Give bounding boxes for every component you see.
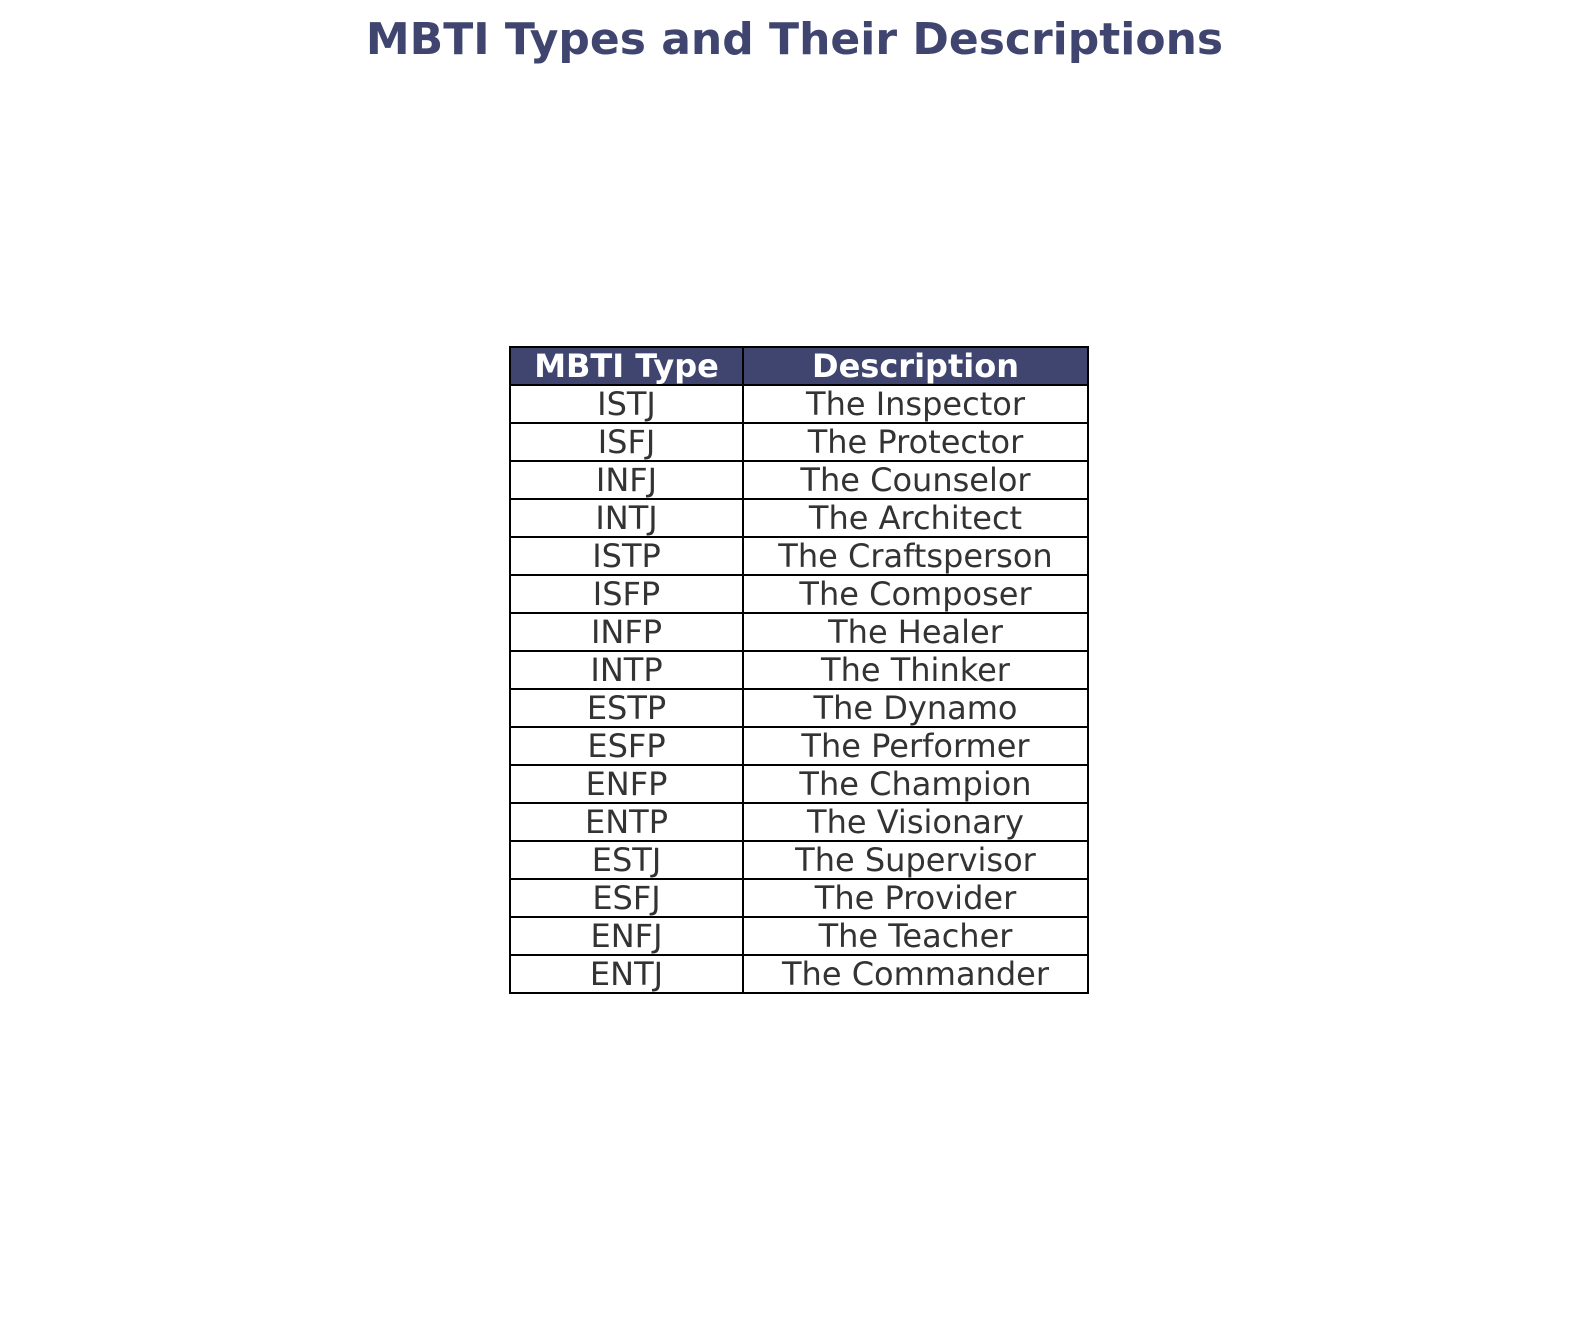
mbti-type-cell: ISTJ <box>510 385 743 423</box>
mbti-type-cell: ESTP <box>510 689 743 727</box>
mbti-type-cell: ISTP <box>510 537 743 575</box>
description-cell: The Performer <box>743 727 1088 765</box>
description-cell: The Dynamo <box>743 689 1088 727</box>
mbti-type-cell: INTJ <box>510 499 743 537</box>
table-row <box>510 613 1088 651</box>
table-row <box>510 689 1088 727</box>
header-cell-description: Description <box>743 347 1088 385</box>
table-body <box>510 385 1088 993</box>
table-row <box>510 727 1088 765</box>
description-cell: The Protector <box>743 423 1088 461</box>
table-row <box>510 955 1088 993</box>
description-cell: The Thinker <box>743 651 1088 689</box>
table-row <box>510 841 1088 879</box>
mbti-type-cell: ISFJ <box>510 423 743 461</box>
table-row <box>510 537 1088 575</box>
table-row <box>510 803 1088 841</box>
description-cell: The Visionary <box>743 803 1088 841</box>
description-cell: The Healer <box>743 613 1088 651</box>
mbti-table <box>509 346 1089 994</box>
description-cell: The Inspector <box>743 385 1088 423</box>
header-cell-mbti-type: MBTI Type <box>510 347 743 385</box>
mbti-type-cell: ENTP <box>510 803 743 841</box>
table-row <box>510 879 1088 917</box>
chart-title: MBTI Types and Their Descriptions <box>365 14 1224 65</box>
description-cell: The Architect <box>743 499 1088 537</box>
description-cell: The Craftsperson <box>743 537 1088 575</box>
mbti-type-cell: ESTJ <box>510 841 743 879</box>
description-cell: The Counselor <box>743 461 1088 499</box>
mbti-type-cell: ENFJ <box>510 917 743 955</box>
description-cell: The Composer <box>743 575 1088 613</box>
description-cell: The Teacher <box>743 917 1088 955</box>
table-row <box>510 651 1088 689</box>
table-row <box>510 765 1088 803</box>
mbti-type-cell: ESFJ <box>510 879 743 917</box>
table-row <box>510 499 1088 537</box>
description-cell: The Commander <box>743 955 1088 993</box>
table-row <box>510 461 1088 499</box>
table-row <box>510 423 1088 461</box>
header-row <box>510 347 1088 385</box>
mbti-type-cell: ENTJ <box>510 955 743 993</box>
mbti-type-cell: ESFP <box>510 727 743 765</box>
table-row <box>510 385 1088 423</box>
mbti-type-cell: INFP <box>510 613 743 651</box>
table-header <box>510 347 1088 385</box>
mbti-type-cell: ENFP <box>510 765 743 803</box>
description-cell: The Provider <box>743 879 1088 917</box>
table-row <box>510 917 1088 955</box>
mbti-type-cell: INTP <box>510 651 743 689</box>
description-cell: The Supervisor <box>743 841 1088 879</box>
mbti-type-cell: INFJ <box>510 461 743 499</box>
description-cell: The Champion <box>743 765 1088 803</box>
table-row <box>510 575 1088 613</box>
mbti-type-cell: ISFP <box>510 575 743 613</box>
